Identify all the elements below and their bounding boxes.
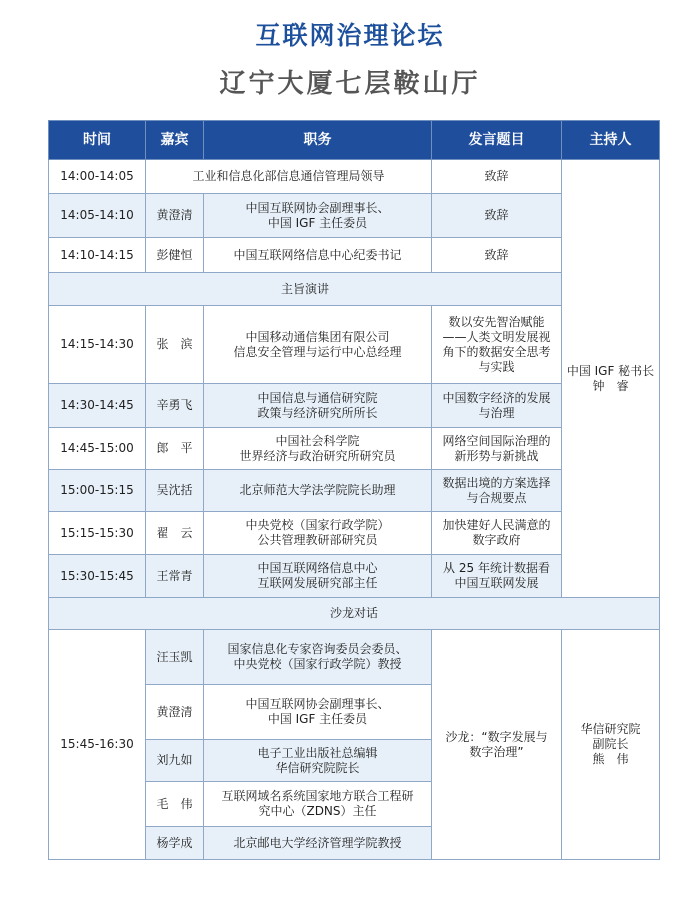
guest-cell: 辛勇飞 xyxy=(146,384,204,428)
col-header-guest: 嘉宾 xyxy=(146,121,204,160)
time-cell: 14:10-14:15 xyxy=(49,238,146,273)
topic-cell: 致辞 xyxy=(432,194,562,238)
title-line: 中国 IGF 主任委员 xyxy=(267,712,368,726)
topic-line: 沙龙：“数字发展与 xyxy=(445,729,548,744)
topic-line: 中国互联网发展 xyxy=(454,576,539,590)
time-cell: 14:05-14:10 xyxy=(49,194,146,238)
title-cell xyxy=(204,384,432,428)
topic-line: 与实践 xyxy=(478,359,515,374)
salon-host-cell xyxy=(562,630,660,860)
time-cell: 14:45-15:00 xyxy=(49,428,146,470)
title-cell xyxy=(204,194,432,238)
col-header-host: 主持人 xyxy=(562,121,660,160)
title-line: 中央党校（国家行政学院） xyxy=(245,518,390,532)
col-header-topic: 发言题目 xyxy=(432,121,562,160)
title-line: 电子工业出版社总编辑 xyxy=(257,745,378,760)
guest-cell: 杨学成 xyxy=(146,827,204,860)
topic-line: 从 25 年统计数据看 xyxy=(443,561,550,575)
title-line: 中国 IGF 主任委员 xyxy=(267,215,368,230)
time-cell: 15:00-15:15 xyxy=(49,470,146,512)
topic-cell: 致辞 xyxy=(432,160,562,194)
title-cell xyxy=(204,555,432,598)
guest-cell: 黄澄清 xyxy=(146,194,204,238)
title-line: 中国互联网络信息中心 xyxy=(257,561,378,575)
topic-line: 数字政府 xyxy=(472,533,521,547)
topic-cell xyxy=(432,470,562,512)
title-line: 互联网发展研究部主任 xyxy=(257,576,378,590)
title-cell: 工业和信息化部信息通信管理局领导 xyxy=(146,160,432,194)
guest-cell: 张 滨 xyxy=(146,306,204,384)
topic-line: 数字治理” xyxy=(469,744,524,759)
col-header-time: 时间 xyxy=(49,121,146,160)
guest-cell: 郎 平 xyxy=(146,428,204,470)
host-line: 华信研究院 xyxy=(580,722,641,736)
salon-time-cell: 15:45-16:30 xyxy=(49,630,146,860)
title-line: 究中心（ZDNS）主任 xyxy=(258,804,377,818)
title-line: 政策与经济研究所所长 xyxy=(257,405,378,420)
topic-line: 角下的数据安全思考 xyxy=(442,344,551,359)
section-row xyxy=(49,598,660,630)
schedule-table xyxy=(48,120,660,860)
title-cell xyxy=(204,428,432,470)
guest-cell: 黄澄清 xyxy=(146,685,204,740)
guest-cell: 彭健恒 xyxy=(146,238,204,273)
time-cell: 14:30-14:45 xyxy=(49,384,146,428)
title-line: 世界经济与政治研究所研究员 xyxy=(239,448,396,463)
table-row xyxy=(49,160,660,194)
title-line: 中国互联网协会副理事长、 xyxy=(245,697,390,711)
title-line: 中国社会科学院 xyxy=(275,433,360,448)
title-cell xyxy=(204,782,432,827)
topic-line: 网络空间国际治理的 xyxy=(442,433,551,448)
host-line: 副院长 xyxy=(592,737,629,751)
topic-line: 与治理 xyxy=(478,405,515,420)
host-line: 熊 伟 xyxy=(592,752,629,766)
page-title: 互联网治理论坛 xyxy=(255,21,445,50)
title-line: 互联网域名系统国家地方联合工程研 xyxy=(221,789,414,803)
topic-line: 数据出境的方案选择 xyxy=(442,475,551,490)
guest-cell: 王常青 xyxy=(146,555,204,598)
guest-cell: 刘九如 xyxy=(146,740,204,782)
topic-cell xyxy=(432,384,562,428)
time-cell: 14:00-14:05 xyxy=(49,160,146,194)
host-line: 钟 睿 xyxy=(592,378,629,393)
title-line: 信息安全管理与运行中心总经理 xyxy=(233,344,402,359)
title-line: 公共管理教研部研究员 xyxy=(257,533,378,547)
host-line: 中国 IGF 秘书长 xyxy=(566,363,655,378)
topic-line: ——人类文明发展视 xyxy=(442,329,551,344)
section-label-salon: 沙龙对话 xyxy=(49,598,660,630)
title-line: 中央党校（国家行政学院）教授 xyxy=(233,657,402,671)
topic-cell: 致辞 xyxy=(432,238,562,273)
title-cell xyxy=(204,630,432,685)
title-cell: 北京师范大学法学院院长助理 xyxy=(204,470,432,512)
time-cell: 14:15-14:30 xyxy=(49,306,146,384)
title-cell xyxy=(204,306,432,384)
table-row xyxy=(49,630,660,685)
title-cell: 北京邮电大学经济管理学院教授 xyxy=(204,827,432,860)
venue-subtitle: 辽宁大厦七层鞍山厅 xyxy=(219,69,481,99)
time-cell: 15:30-15:45 xyxy=(49,555,146,598)
host-cell xyxy=(562,160,660,598)
table-header-row xyxy=(49,121,660,160)
section-label-keynote: 主旨演讲 xyxy=(49,273,562,306)
col-header-title: 职务 xyxy=(204,121,432,160)
guest-cell: 毛 伟 xyxy=(146,782,204,827)
topic-line: 加快建好人民满意的 xyxy=(442,518,551,532)
topic-line: 新形势与新挑战 xyxy=(454,448,539,463)
topic-cell xyxy=(432,306,562,384)
title-line: 国家信息化专家咨询委员会委员、 xyxy=(227,642,408,656)
topic-line: 与合规要点 xyxy=(466,490,527,505)
topic-line: 数以安先智治赋能 xyxy=(448,314,545,329)
title-cell xyxy=(204,512,432,555)
salon-topic-cell xyxy=(432,630,562,860)
title-cell: 中国互联网络信息中心纪委书记 xyxy=(204,238,432,273)
title-line: 中国互联网协会副理事长、 xyxy=(245,200,390,215)
title-line: 华信研究院院长 xyxy=(275,760,360,775)
title-line: 中国移动通信集团有限公司 xyxy=(245,329,390,344)
topic-cell xyxy=(432,512,562,555)
guest-cell: 翟 云 xyxy=(146,512,204,555)
time-cell: 15:15-15:30 xyxy=(49,512,146,555)
title-line: 中国信息与通信研究院 xyxy=(257,390,378,405)
topic-cell xyxy=(432,428,562,470)
title-cell xyxy=(204,740,432,782)
guest-cell: 汪玉凯 xyxy=(146,630,204,685)
title-cell xyxy=(204,685,432,740)
topic-line: 中国数字经济的发展 xyxy=(442,390,551,405)
topic-cell xyxy=(432,555,562,598)
guest-cell: 吴沈括 xyxy=(146,470,204,512)
